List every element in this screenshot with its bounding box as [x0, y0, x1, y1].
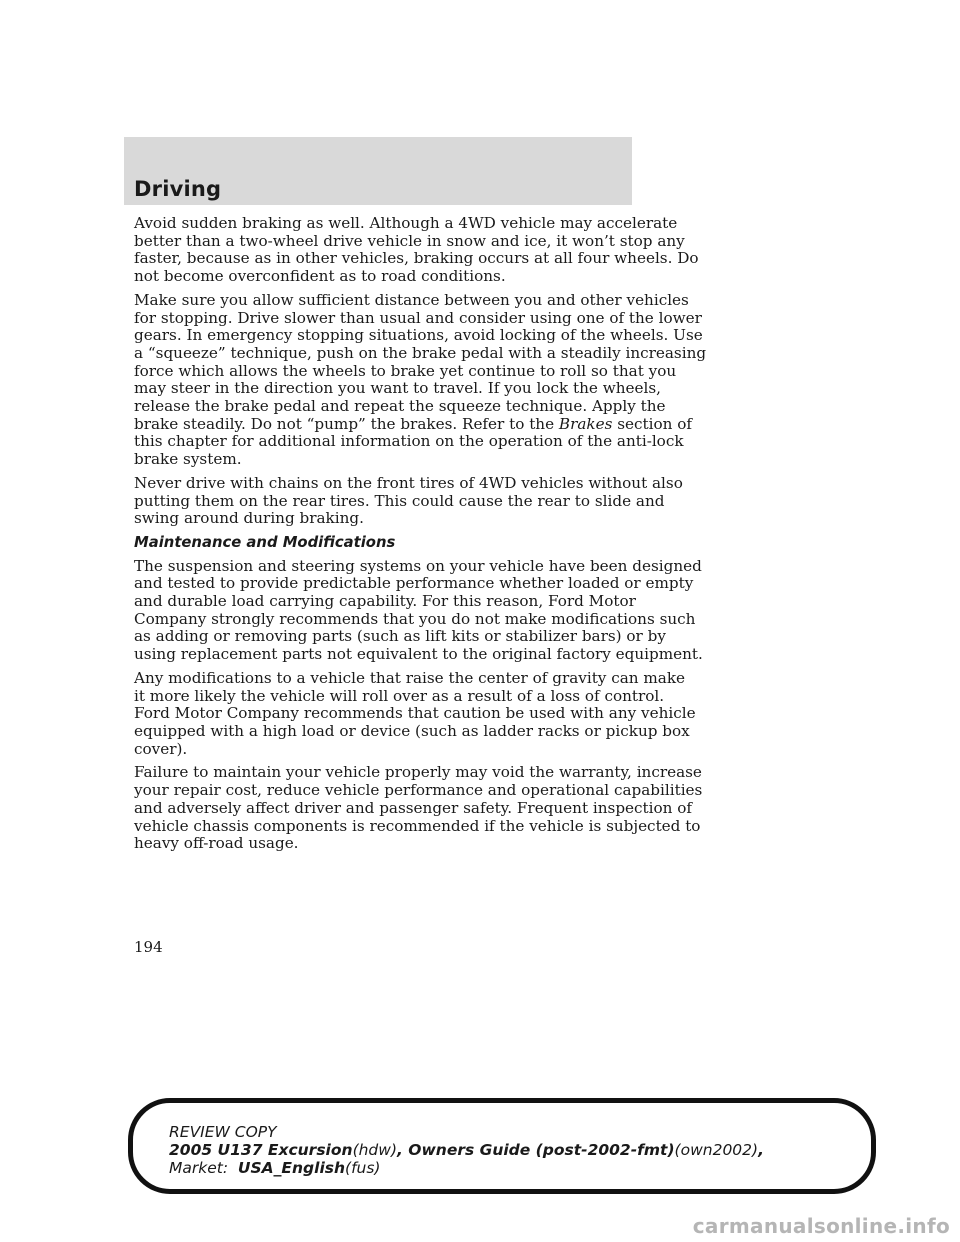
- review-copy-box: [128, 1098, 876, 1194]
- market-label: Market:: [169, 1159, 229, 1177]
- brakes-section-reference: Brakes: [558, 414, 613, 433]
- text-segment: brake steadily. Do not “pump” the brakes. Refer to the: [134, 414, 559, 433]
- paragraph-center-of-gravity: [134, 668, 696, 759]
- text-line: may steer in the direction you want to travel. If you lock the wheels,: [134, 379, 661, 398]
- market-line: [169, 1159, 764, 1177]
- text-line: Make sure you allow sufficient distance between you and other vehicles: [134, 290, 689, 309]
- model-code: (hdw): [352, 1141, 397, 1159]
- text-line: your repair cost, reduce vehicle performance and operational capabilities: [134, 781, 703, 800]
- text-line: and tested to provide predictable performance whether loaded or empty: [134, 574, 694, 593]
- review-copy-label: REVIEW COPY: [169, 1123, 277, 1141]
- guide-code: (own2002): [674, 1141, 759, 1159]
- text-line: Failure to maintain your vehicle properly may void the warranty, increase: [134, 763, 702, 782]
- text-line: Avoid sudden braking as well. Although a 4WD vehicle may accelerate: [134, 214, 678, 232]
- paragraph-stopping-distance: [134, 290, 707, 469]
- document-identifier-line: [169, 1141, 764, 1159]
- text-line: putting them on the rear tires. This could cause the rear to slide and: [134, 491, 665, 510]
- text-line: Never drive with chains on the front tires of 4WD vehicles without also: [134, 473, 683, 492]
- text-line: equipped with a high load or device (such as ladder racks or pickup box: [134, 721, 690, 740]
- text-line: Any modifications to a vehicle that raise the center of gravity can make: [134, 668, 686, 687]
- text-line: for stopping. Drive slower than usual and consider using one of the lower: [134, 308, 702, 327]
- paragraph-suspension: [134, 556, 703, 664]
- text-line: as adding or removing parts (such as lift kits or stabilizer bars) or by: [134, 627, 666, 646]
- text-line: a “squeeze” technique, push on the brake pedal with a steadily increasing: [134, 343, 707, 362]
- separator: ,: [397, 1141, 409, 1159]
- text-line: release the brake pedal and repeat the squeeze technique. Apply the: [134, 397, 666, 416]
- text-line: Ford Motor Company recommends that caution be used with any vehicle: [134, 704, 696, 723]
- review-copy-text: [169, 1123, 764, 1177]
- page-number: 194: [134, 938, 163, 956]
- text-line: not become overconfident as to road conditions.: [134, 267, 506, 286]
- guide-name: Owners Guide (post-2002-fmt): [408, 1141, 675, 1159]
- market-name: USA_English: [237, 1159, 346, 1177]
- separator: ,: [758, 1141, 764, 1159]
- paragraph-maintenance-warranty: [134, 763, 703, 853]
- text-line: it more likely the vehicle will roll over as a result of a loss of control.: [134, 686, 665, 705]
- text-segment: section of: [612, 414, 692, 433]
- text-line: brake system.: [134, 450, 242, 469]
- text-line: heavy off-road usage.: [134, 834, 299, 853]
- text-line: gears. In emergency stopping situations, avoid locking of the wheels. Use: [134, 326, 703, 345]
- text-line: Company strongly recommends that you do not make modifications such: [134, 609, 696, 628]
- text-line: The suspension and steering systems on your vehicle have been designed: [134, 556, 702, 575]
- text-line: faster, because as in other vehicles, braking occurs at all four wheels. Do: [134, 249, 699, 268]
- section-header-band: [124, 137, 632, 205]
- text-line: and adversely affect driver and passenger safety. Frequent inspection of: [134, 798, 693, 817]
- paragraph-sudden-braking: [134, 214, 699, 286]
- paragraph-tire-chains: [134, 473, 683, 528]
- market-code: (fus): [345, 1159, 381, 1177]
- text-line: this chapter for additional information on the operation of the anti-lock: [134, 432, 684, 451]
- text-line: and durable load carrying capability. For this reason, Ford Motor: [134, 592, 636, 611]
- text-line: force which allows the wheels to brake yet continue to roll so that you: [134, 361, 677, 380]
- subheading-maintenance: Maintenance and Modifications: [134, 533, 396, 551]
- text-line: using replacement parts not equivalent to the original factory equipment.: [134, 645, 703, 664]
- page-body: [134, 214, 707, 859]
- text-line-brakes-reference: [134, 414, 692, 434]
- text-line: vehicle chassis components is recommended if the vehicle is subjected to: [134, 816, 701, 835]
- model-name: 2005 U137 Excursion: [169, 1141, 353, 1159]
- text-line: cover).: [134, 739, 188, 758]
- section-title: Driving: [134, 177, 222, 201]
- text-line: better than a two-wheel drive vehicle in snow and ice, it won’t stop any: [134, 231, 685, 250]
- site-watermark: carmanualsonline.info: [692, 1214, 950, 1238]
- text-line: swing around during braking.: [134, 509, 364, 528]
